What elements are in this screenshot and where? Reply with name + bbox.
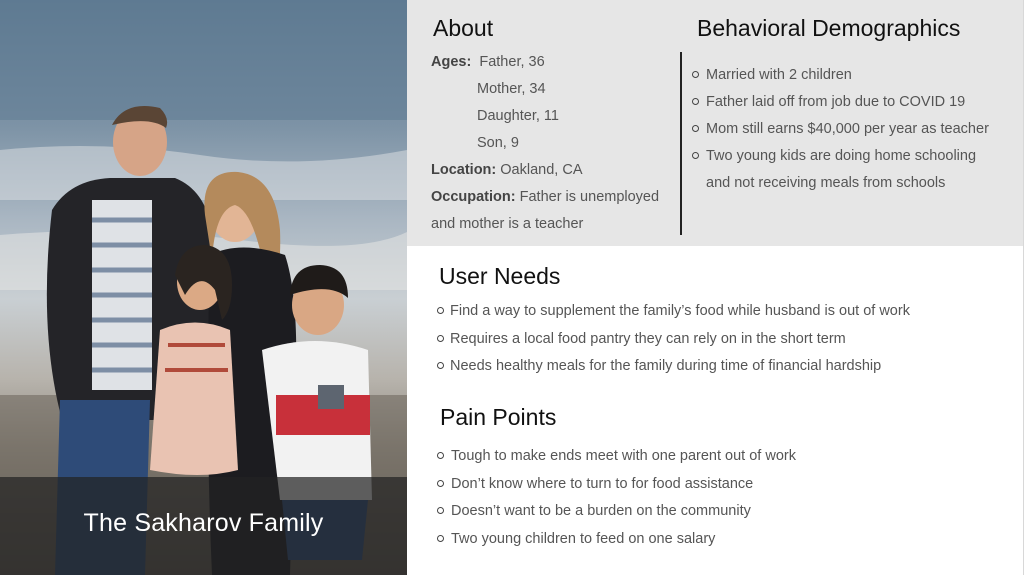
user-need-item: Requires a local food pantry they can rely on in the short term: [450, 331, 846, 347]
behavioral-title: Behavioral Demographics: [697, 15, 961, 41]
bullet-icon: [692, 152, 699, 159]
ages-label: Ages:: [431, 54, 472, 70]
behavioral-item-continuation: and not receiving meals from schools: [706, 175, 946, 191]
occupation-label: Occupation:: [431, 189, 516, 205]
pain-points-title: Pain Points: [440, 404, 557, 430]
family-name-caption: The Sakharov Family: [83, 509, 324, 537]
user-need-item: Find a way to supplement the family’s food while husband is out of work: [450, 303, 910, 319]
age-daughter: Daughter, 11: [477, 108, 559, 124]
bullet-icon: [692, 125, 699, 132]
user-need-item: Needs healthy meals for the family during time of financial hardship: [450, 358, 882, 374]
pain-point-item: Tough to make ends meet with one parent out of work: [451, 448, 796, 464]
bullet-icon: [692, 98, 699, 105]
bullet-icon: [437, 307, 444, 314]
occupation-row: [431, 189, 659, 205]
bullet-icon: [437, 362, 444, 369]
family-photo: [0, 0, 407, 575]
pain-point-item: Doesn’t want to be a burden on the community: [451, 503, 751, 519]
pain-point-item: Two young children to feed on one salary: [451, 531, 716, 547]
bullet-icon: [437, 535, 444, 542]
pain-point-item: Don’t know where to turn to for food assistance: [451, 476, 754, 492]
column-divider: [680, 52, 682, 235]
location-value: Oakland, CA: [500, 162, 583, 178]
behavioral-item: Father laid off from job due to COVID 19: [706, 94, 966, 110]
ages-row: [431, 54, 545, 70]
behavioral-item: Two young kids are doing home schooling: [706, 148, 977, 164]
about-title: About: [433, 15, 494, 41]
bullet-icon: [437, 335, 444, 342]
bullet-icon: [437, 480, 444, 487]
user-needs-title: User Needs: [439, 263, 561, 289]
age-father: Father, 36: [479, 54, 545, 70]
behavioral-item: Mom still earns $40,000 per year as teacher: [706, 121, 989, 137]
bullet-icon: [437, 452, 444, 459]
occupation-value-line1: Father is unemployed: [519, 189, 660, 205]
occupation-value-line2: and mother is a teacher: [431, 216, 584, 232]
location-row: [431, 162, 583, 178]
age-mother: Mother, 34: [477, 81, 546, 97]
behavioral-item: Married with 2 children: [706, 67, 852, 83]
bullet-icon: [692, 71, 699, 78]
age-son: Son, 9: [477, 135, 519, 151]
location-label: Location:: [431, 162, 497, 178]
bullet-icon: [437, 507, 444, 514]
